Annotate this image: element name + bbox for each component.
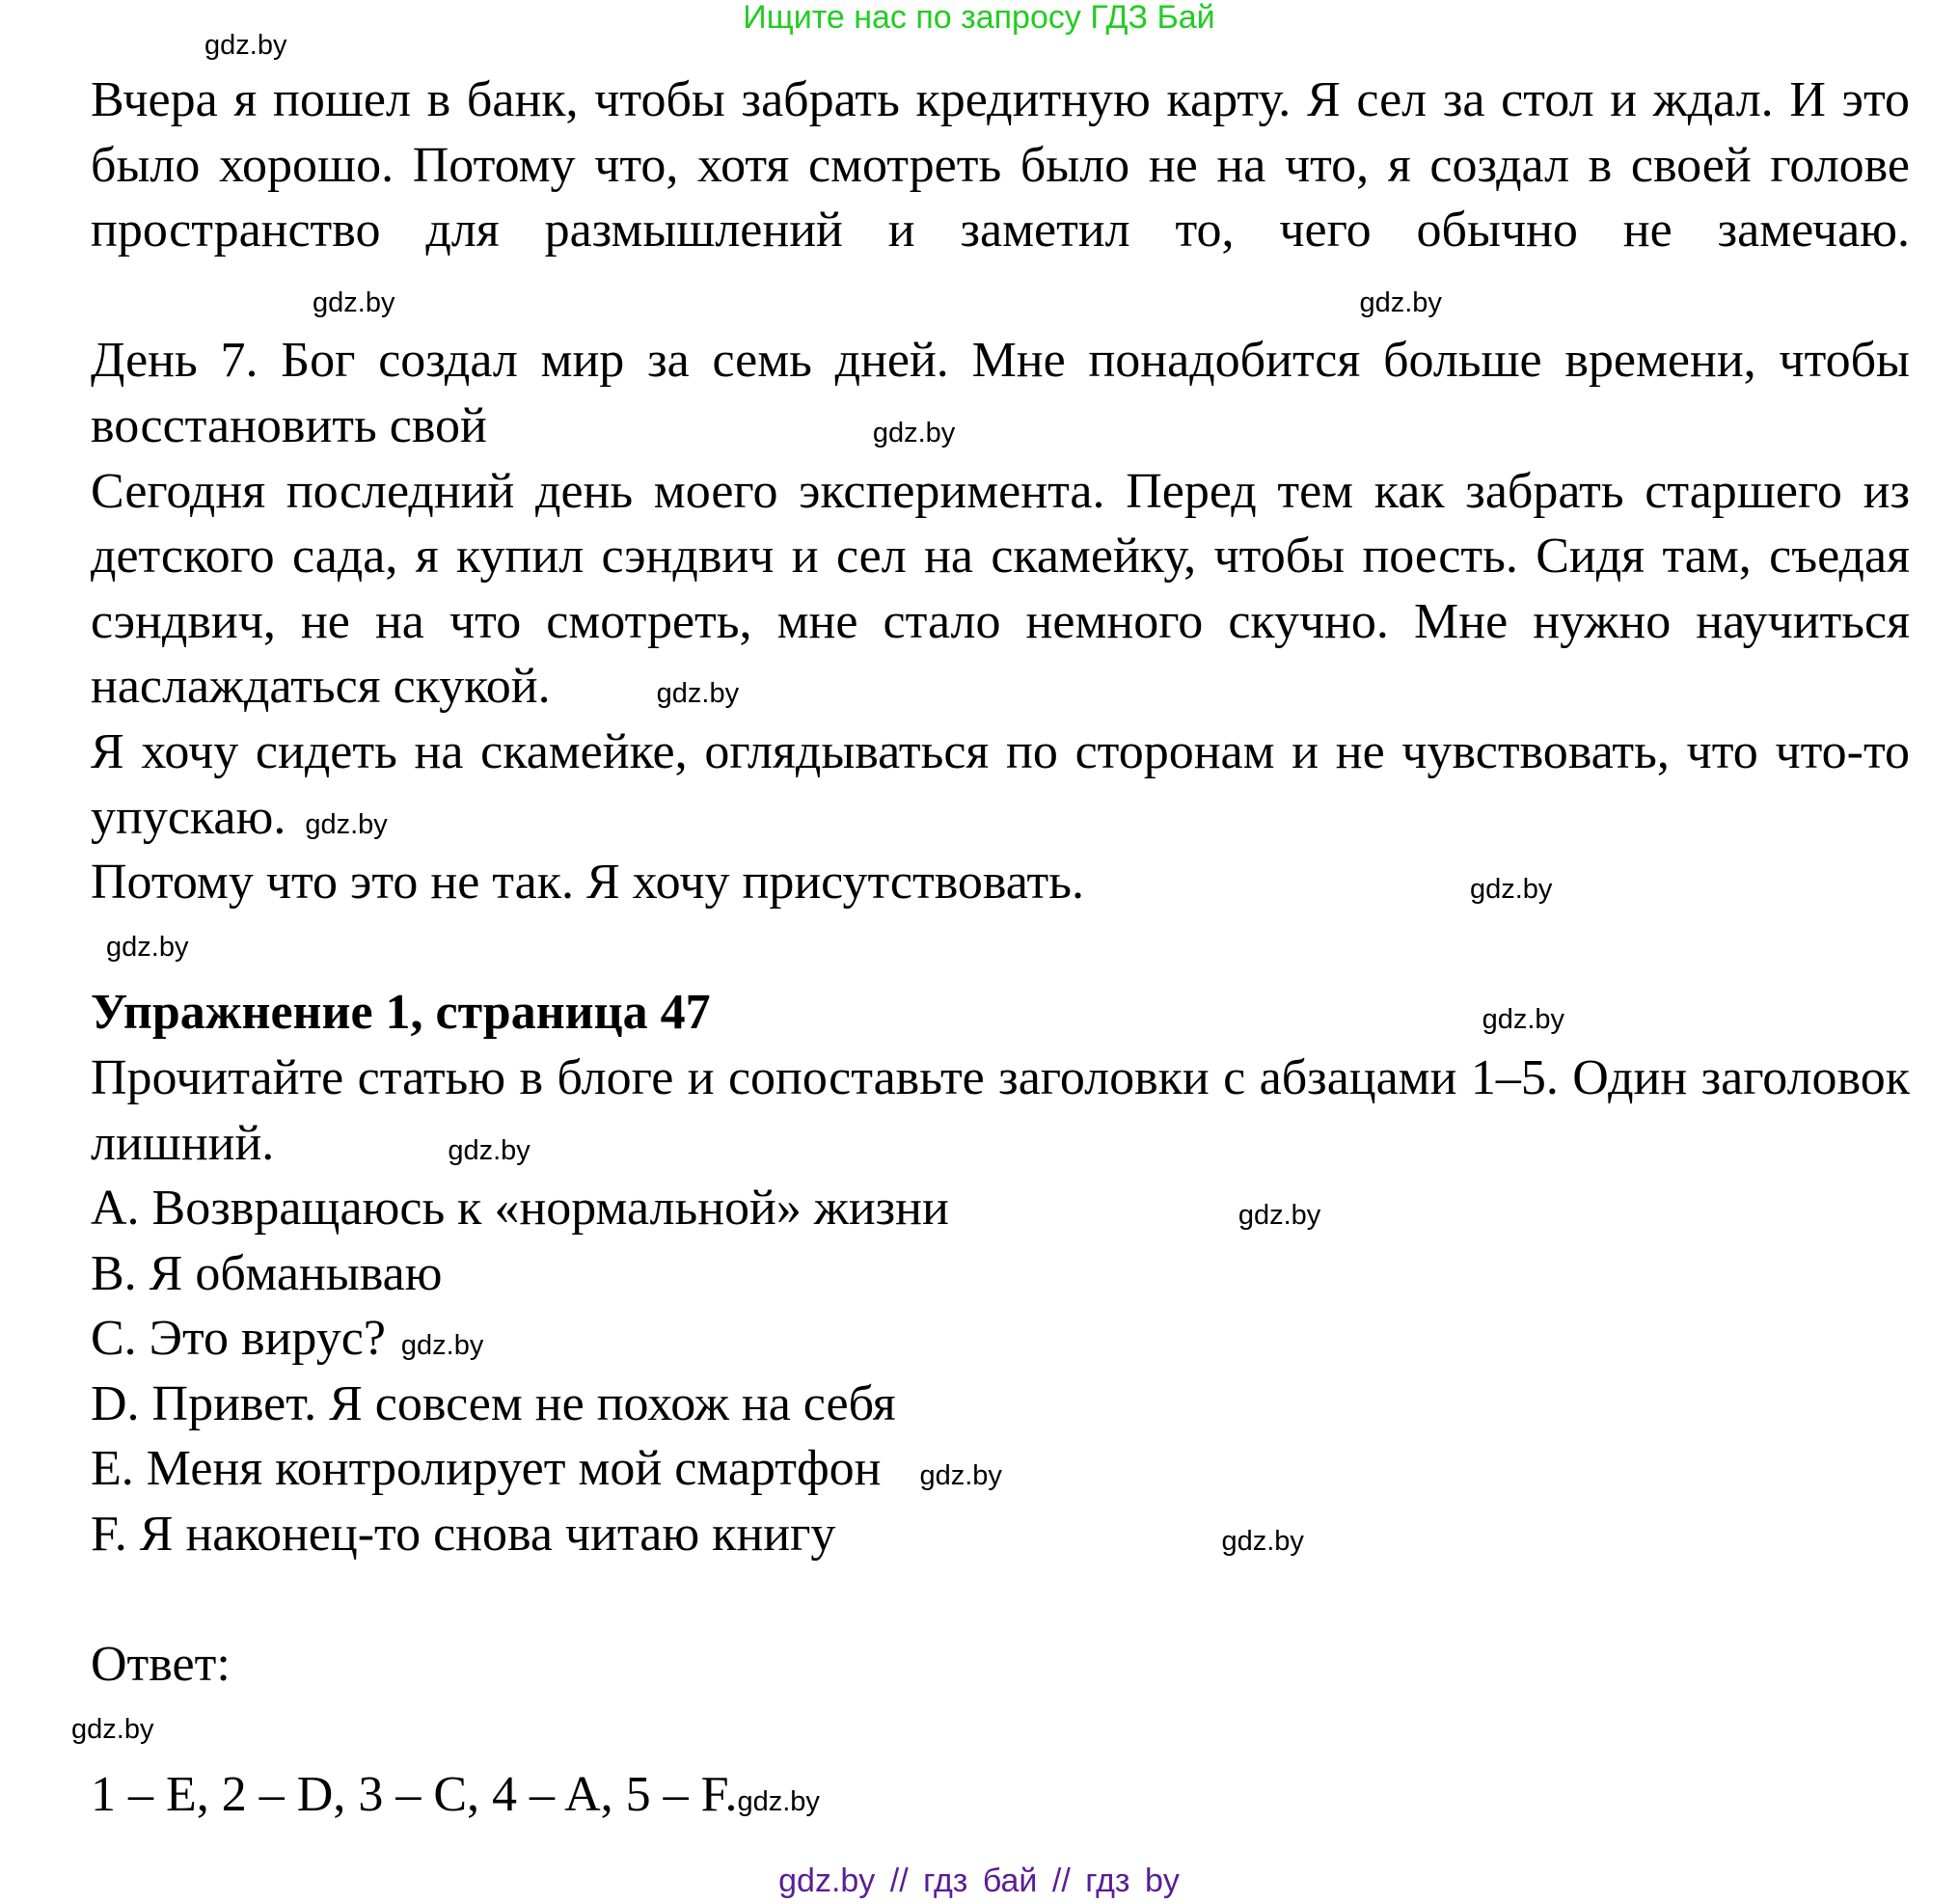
watermark: gdz.by <box>872 417 956 449</box>
document-body <box>71 68 1910 1828</box>
option-c: C. Это вирус? <box>91 1311 386 1367</box>
watermark: gdz.by <box>313 286 395 318</box>
spacer <box>91 1567 1910 1633</box>
watermark: gdz.by <box>656 678 740 710</box>
exercise-instruction-block <box>91 1046 1910 1176</box>
option-b: B. Я обманываю <box>91 1245 443 1301</box>
footer-links: gdz.by // гдз бай // гдз by <box>778 1863 1180 1899</box>
watermark: gdz.by <box>106 931 189 963</box>
answer-label: Ответ: <box>91 1637 231 1693</box>
option-d: D. Привет. Я совсем не похож на себя <box>91 1375 896 1431</box>
watermark: gdz.by <box>919 1460 1002 1492</box>
watermark: gdz.by <box>737 1786 820 1818</box>
paragraph-block <box>91 68 1910 328</box>
answer-value: 1 – E, 2 – D, 3 – C, 4 – A, 5 – F. <box>91 1767 738 1823</box>
paragraph: Сегодня последний день моего эксперимента. Перед тем как забрать старшего из детского сада, я купил сэндвич и сел на скамейку, чтобы поесть. Сидя там, съедая сэндвич, не на что смотреть, мне стало немного скучно. Мне нужно научиться наслаждаться скукой. <box>91 463 1910 715</box>
watermark: gdz.by <box>448 1134 530 1166</box>
watermark: gdz.by <box>1221 1526 1304 1558</box>
answer-row <box>91 1762 1910 1828</box>
option-row <box>91 1436 1910 1502</box>
option-row <box>91 1502 1910 1567</box>
option-a: A. Возвращаюсь к «нормальной» жизни <box>91 1181 949 1237</box>
exercise-instruction: Прочитайте статью в блоге и сопоставьте заголовки с абзацами 1–5. Один заголовок лишний. <box>91 1049 1910 1171</box>
spacer <box>71 1698 1910 1763</box>
paragraph: Вчера я пошел в банк, чтобы забрать кредитную карту. Я сел за стол и ждал. И это было хорошо. Потому что, хотя смотреть было не на что, я создал в своей голове пространство для размышлений и заметил то, чего обычно не замечаю. <box>91 72 1910 258</box>
option-f: F. Я наконец-то снова читаю книгу <box>91 1507 836 1563</box>
paragraph-block <box>91 720 1910 850</box>
paragraph: Потому что это не так. Я хочу присутствовать. <box>91 855 1084 911</box>
exercise-title-row <box>91 980 1910 1046</box>
watermark: gdz.by <box>1469 874 1553 906</box>
watermark: gdz.by <box>204 30 287 61</box>
paragraph: Я хочу сидеть на скамейке, оглядываться по сторонам и не чувствовать, что что-то упускаю. <box>91 723 1910 845</box>
watermark: gdz.by <box>400 1330 484 1362</box>
watermark: gdz.by <box>1482 1004 1565 1036</box>
paragraph: День 7. Бог создал мир за семь дней. Мне понадобится больше времени, чтобы восстановить свой <box>91 333 1910 453</box>
paragraph-block <box>91 850 1910 915</box>
option-row <box>91 1306 1910 1372</box>
watermark: gdz.by <box>305 808 388 840</box>
paragraph-block <box>91 459 1910 720</box>
search-banner: Ищите нас по запросу ГДЗ Бай <box>743 0 1215 36</box>
option-row <box>91 1176 1910 1241</box>
watermark: gdz.by <box>71 1713 154 1745</box>
exercise-title: Упражнение 1, страница 47 <box>91 985 711 1041</box>
option-e: E. Меня контролирует мой смартфон <box>91 1441 882 1497</box>
watermark: gdz.by <box>1359 286 1442 318</box>
spacer <box>91 915 1910 981</box>
watermark: gdz.by <box>1237 1200 1321 1232</box>
paragraph-block <box>91 328 1910 458</box>
